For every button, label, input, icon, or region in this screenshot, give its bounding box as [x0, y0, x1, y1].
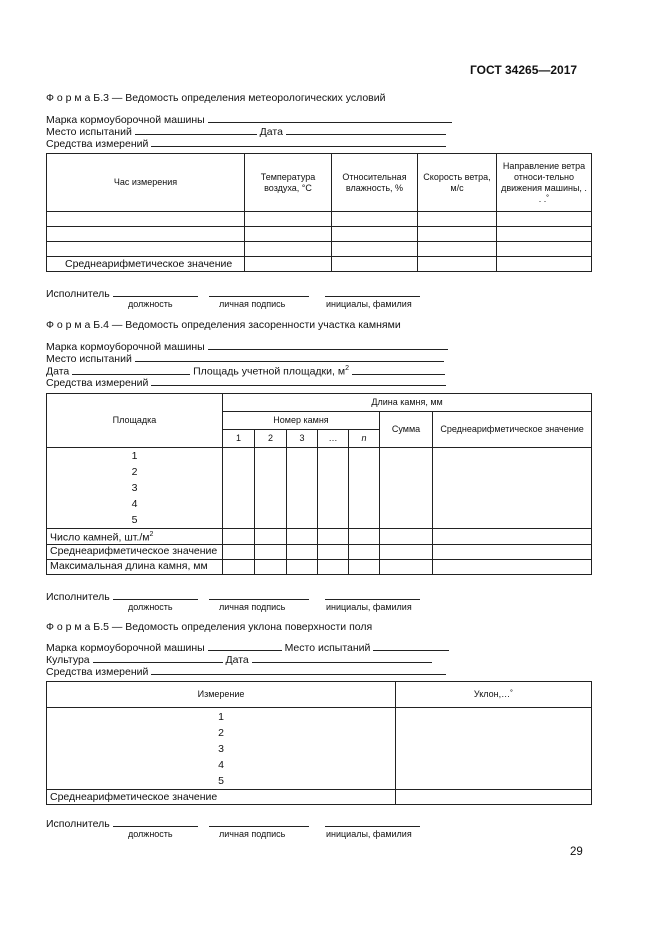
b5-position-caption: должность — [128, 829, 173, 839]
b4-area-label: Площадь учетной площадки, м — [193, 365, 346, 378]
b3-place-label: Место испытаний — [46, 126, 132, 138]
b4-tools-blank[interactable] — [151, 375, 446, 386]
list-item: 1 — [218, 710, 224, 723]
b5-sign-caption: личная подпись — [219, 829, 286, 839]
b3-avg-row — [47, 257, 592, 272]
b3-header-row — [47, 154, 592, 212]
form-b5-title: — Ведомость определения уклона поверхности поля — [111, 621, 373, 633]
list-item: 4 — [131, 498, 138, 510]
b4-tools-field — [46, 375, 446, 389]
b3-sign-blank[interactable] — [209, 286, 309, 297]
b3-machine-label: Марка кормоуборочной машины — [46, 114, 205, 126]
b4-count-label: Число камней, $шт./м^2$ — [47, 529, 223, 545]
b4-machine-label: Марка кормоуборочной машины — [46, 341, 205, 353]
b5-place-label: Место испытаний — [284, 642, 371, 654]
b4-num-col: 2 — [255, 430, 287, 448]
form-b5-heading — [46, 621, 372, 633]
b3-tools-label: Средства измерений — [46, 138, 149, 150]
b5-initials-blank[interactable] — [325, 816, 420, 827]
b3-tools-field — [46, 136, 446, 150]
b5-position-blank[interactable] — [113, 816, 198, 827]
list-item: 5 — [131, 514, 138, 526]
b4-max-label: Максимальная длина камня, мм — [47, 559, 223, 574]
b4-plot-numbers — [47, 448, 223, 529]
b5-header-row — [47, 682, 592, 708]
b5-machine-label: Марка кормоуборочной машины — [46, 642, 205, 654]
b5-avg-row — [47, 790, 592, 805]
b4-signature — [46, 589, 420, 603]
b5-col-measure: Измерение — [47, 682, 396, 708]
list-item: 3 — [218, 742, 224, 755]
b4-table — [46, 393, 592, 575]
list-item: 2 — [218, 726, 224, 739]
b5-measure-numbers — [47, 708, 396, 790]
b4-area-blank[interactable] — [352, 364, 445, 375]
b4-area-sup: 2 — [345, 365, 349, 372]
b5-tools-blank[interactable] — [151, 664, 446, 675]
b4-col-number: Номер камня — [223, 412, 380, 430]
b3-date-blank[interactable] — [286, 124, 446, 135]
b4-max-row — [47, 559, 592, 574]
b4-col-length: Длина камня, мм — [223, 394, 592, 412]
form-b5-label: Ф о р м а Б.5 — [46, 621, 109, 633]
form-b3-label: Ф о р м а Б.3 — [46, 92, 109, 104]
b4-tools-label: Средства измерений — [46, 377, 149, 389]
b3-initials-caption: инициалы, фамилия — [326, 299, 412, 309]
b4-sign-blank[interactable] — [209, 589, 309, 600]
b3-signature — [46, 286, 420, 300]
b4-initials-blank[interactable] — [325, 589, 420, 600]
b4-avg-label: Среднеарифметическое значение — [47, 544, 223, 559]
b5-tools-label: Средства измерений — [46, 666, 149, 678]
b4-executor-label: Исполнитель — [46, 591, 110, 603]
b5-measure-rows — [47, 708, 592, 790]
list-item: 2 — [131, 466, 138, 478]
form-b4-title: — Ведомость определения засоренности участка камнями — [111, 319, 401, 331]
b5-initials-caption: инициалы, фамилия — [326, 829, 412, 839]
table-row — [47, 212, 592, 227]
b4-num-col: n — [349, 430, 380, 448]
b4-machine-blank[interactable] — [208, 339, 448, 350]
b4-col-sum: Сумма — [380, 412, 433, 448]
b3-place-blank[interactable] — [135, 124, 257, 135]
b3-executor-label: Исполнитель — [46, 288, 110, 300]
b5-crop-blank[interactable] — [93, 652, 223, 663]
form-b4-heading — [46, 319, 401, 331]
b3-col-dir: Направление ветра относи-тельно движения машины, . . .˚ — [497, 154, 592, 212]
b5-avg-label: Среднеарифметическое значение — [47, 790, 396, 805]
b5-date-blank[interactable] — [252, 652, 432, 663]
list-item: 1 — [131, 450, 138, 462]
b5-sign-blank[interactable] — [209, 816, 309, 827]
b4-plot-rows — [47, 448, 592, 529]
b4-date-blank[interactable] — [72, 364, 190, 375]
b4-position-blank[interactable] — [113, 589, 198, 600]
b4-col-avg: Среднеарифметическое значение — [433, 412, 592, 448]
list-item: 4 — [218, 758, 224, 771]
b3-avg-label: Среднеарифметическое значение — [47, 257, 245, 272]
b3-col-hum: Относительная влажность, % — [332, 154, 418, 212]
form-b3-heading — [46, 92, 386, 104]
b5-executor-label: Исполнитель — [46, 818, 110, 830]
b5-signature — [46, 816, 420, 830]
b5-col-slope: Уклон,…˚ — [396, 682, 592, 708]
b5-date-label: Дата — [225, 654, 249, 666]
b3-position-blank[interactable] — [113, 286, 198, 297]
b3-col-hour: Час измерения — [47, 154, 245, 212]
b5-crop-label: Культура — [46, 654, 90, 666]
b3-position-caption: должность — [128, 299, 173, 309]
b3-date-label: Дата — [259, 126, 283, 138]
list-item: 5 — [218, 774, 224, 787]
b3-tools-blank[interactable] — [151, 136, 446, 147]
b4-position-caption: должность — [128, 602, 173, 612]
b4-sign-caption: личная подпись — [219, 602, 286, 612]
b3-sign-caption: личная подпись — [219, 299, 286, 309]
table-row — [47, 242, 592, 257]
form-b3-title: — Ведомость определения метеорологических условий — [111, 92, 386, 104]
b4-num-col: 3 — [287, 430, 318, 448]
b4-count-row — [47, 529, 592, 545]
b4-date-label: Дата — [46, 365, 70, 378]
b4-num-col: 1 — [223, 430, 255, 448]
b3-col-temp: Температура воздуха, °С — [245, 154, 332, 212]
list-item: 3 — [131, 482, 138, 494]
b4-place-blank[interactable] — [135, 351, 444, 362]
b4-place-label: Место испытаний — [46, 353, 132, 365]
b5-table — [46, 681, 592, 805]
b4-num-col: … — [318, 430, 349, 448]
b4-initials-caption: инициалы, фамилия — [326, 602, 412, 612]
b5-machine-blank[interactable] — [208, 640, 282, 651]
form-b4-label: Ф о р м а Б.4 — [46, 319, 109, 331]
b3-initials-blank[interactable] — [325, 286, 420, 297]
document-code: ГОСТ 34265—2017 — [470, 63, 578, 77]
b4-col-plot: Площадка — [47, 394, 223, 448]
b3-col-wind: Скорость ветра, м/с — [418, 154, 497, 212]
b5-tools-field — [46, 664, 446, 678]
b4-avg-row — [47, 544, 592, 559]
b5-place-blank[interactable] — [373, 640, 449, 651]
table-row — [47, 227, 592, 242]
page-number: 29 — [570, 846, 583, 858]
b3-table — [46, 153, 592, 272]
b3-machine-blank[interactable] — [208, 112, 452, 123]
